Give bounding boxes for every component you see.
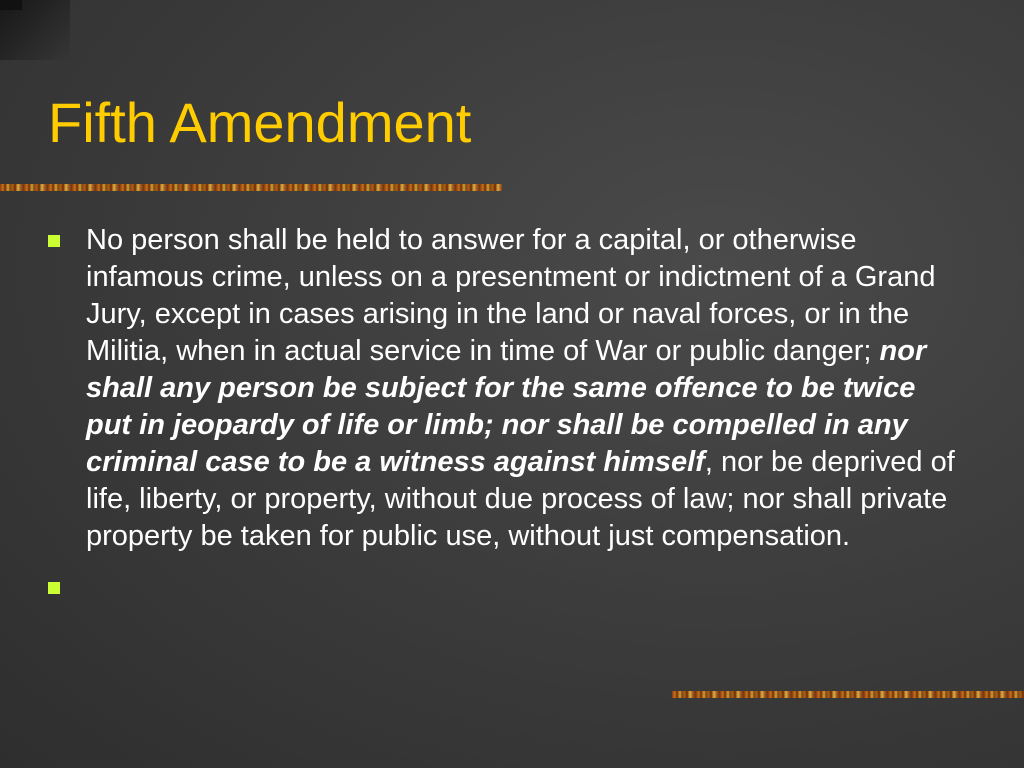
bullet-text-emphasis: nor shall any person be subject for the same offence to be twice put in jeopardy of life or limb; nor shall be compelled in any criminal case to be a witness against himself (86, 335, 927, 478)
bullet-text (86, 222, 958, 555)
square-bullet-icon (48, 582, 60, 594)
bullet-list (48, 222, 958, 605)
bullet-text-segment: , nor be deprived of life, liberty, or property, without due process of law; nor shall private property be taken for public use, without just compensation. (86, 446, 955, 552)
bullet-item (48, 222, 958, 555)
square-bullet-icon (48, 235, 60, 247)
title-underline-decoration (0, 184, 502, 191)
bullet-item-empty (48, 569, 958, 605)
corner-mark (0, 0, 22, 10)
footer-decoration (672, 691, 1024, 698)
slide-title: Fifth Amendment (48, 91, 472, 154)
bullet-text-segment: No person shall be held to answer for a capital, or otherwise infamous crime, unless on a presentment or indictment of a Grand Jury, except in cases arising in the land or naval forces, or in the Militia, when in actual service in time of War or public danger; (86, 224, 936, 367)
